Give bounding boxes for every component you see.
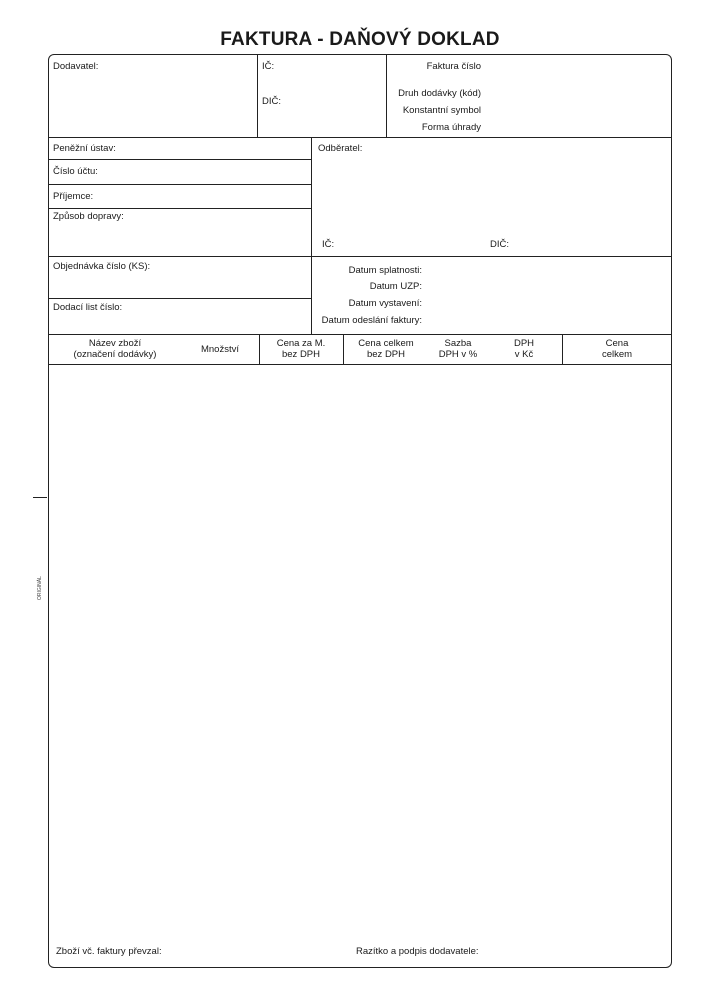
header-dph-v-kc-line1: DPH xyxy=(513,338,535,349)
label-datum-odeslani: Datum odeslání faktury: xyxy=(321,315,422,326)
divider-table-top xyxy=(48,334,672,335)
label-zbozi-prevzal: Zboží vč. faktury převzal: xyxy=(56,946,162,957)
header-cena-celkem-line1: Cena xyxy=(605,338,629,349)
label-objednavka: Objednávka číslo (KS): xyxy=(53,261,151,272)
label-prijemce: Příjemce: xyxy=(53,191,94,202)
divider-bank-1 xyxy=(48,159,311,160)
header-cena-celkem-bez-dph-line1: Cena celkem xyxy=(358,338,414,349)
label-zpusob-dopravy: Způsob dopravy: xyxy=(53,211,124,222)
label-customer-ic: IČ: xyxy=(322,239,335,250)
fold-mark xyxy=(33,497,47,498)
header-mnozstvi: Množství xyxy=(200,344,239,355)
side-note-text: ORIGINÁL xyxy=(37,576,43,600)
header-cena-za-m xyxy=(259,338,343,360)
label-konstantni-symbol: Konstantní symbol xyxy=(402,105,481,116)
label-datum-splatnosti: Datum splatnosti: xyxy=(348,265,422,276)
header-cena-za-m-line1: Cena za M. xyxy=(276,338,326,349)
header-cena-za-m-line2: bez DPH xyxy=(281,349,320,360)
document-title: FAKTURA - DAŇOVÝ DOKLAD xyxy=(220,29,500,50)
header-sazba-dph-line2: DPH v % xyxy=(438,349,478,360)
divider-table-header-bottom xyxy=(48,364,672,365)
divider-bank-3 xyxy=(48,208,311,209)
label-odberatel: Odběratel: xyxy=(318,143,363,154)
divider-v-supplier-1 xyxy=(257,54,258,137)
label-supplier-ic: IČ: xyxy=(262,61,275,72)
header-sazba-dph xyxy=(428,338,488,360)
header-dph-v-kc-line2: v Kč xyxy=(514,349,534,360)
header-cena-celkem-bez-dph-line2: bez DPH xyxy=(366,349,405,360)
divider-supplier-bottom xyxy=(48,137,672,138)
label-faktura-cislo: Faktura číslo xyxy=(426,61,481,72)
invoice-frame xyxy=(48,54,672,968)
header-dph-v-kc xyxy=(495,338,553,360)
header-nazev-zbozi-line2: (označení dodávky) xyxy=(73,349,157,360)
header-cena-celkem-bez-dph xyxy=(343,338,429,360)
label-datum-vystaveni: Datum vystavení: xyxy=(348,298,422,309)
header-cena-celkem-line2: celkem xyxy=(601,349,633,360)
label-datum-uzp: Datum UZP: xyxy=(369,281,422,292)
label-dodavatel: Dodavatel: xyxy=(53,61,99,72)
label-penezni-ustav: Peněžní ústav: xyxy=(53,143,116,154)
label-razitko-podpis: Razítko a podpis dodavatele: xyxy=(356,946,479,957)
label-supplier-dic: DIČ: xyxy=(262,96,281,107)
label-dodaci-list: Dodací list číslo: xyxy=(53,302,123,313)
header-nazev-zbozi-line1: Název zboží xyxy=(88,338,142,349)
label-customer-dic: DIČ: xyxy=(490,239,509,250)
header-nazev-zbozi xyxy=(50,338,180,360)
label-druh-dodavky: Druh dodávky (kód) xyxy=(398,88,481,99)
header-sazba-dph-line1: Sazba xyxy=(444,338,472,349)
header-cena-celkem xyxy=(562,338,672,360)
divider-bank-2 xyxy=(48,184,311,185)
label-cislo-uctu: Číslo účtu: xyxy=(53,166,98,177)
divider-customer-bottom xyxy=(48,256,672,257)
divider-order xyxy=(48,298,311,299)
label-forma-uhrady: Forma úhrady xyxy=(421,122,481,133)
